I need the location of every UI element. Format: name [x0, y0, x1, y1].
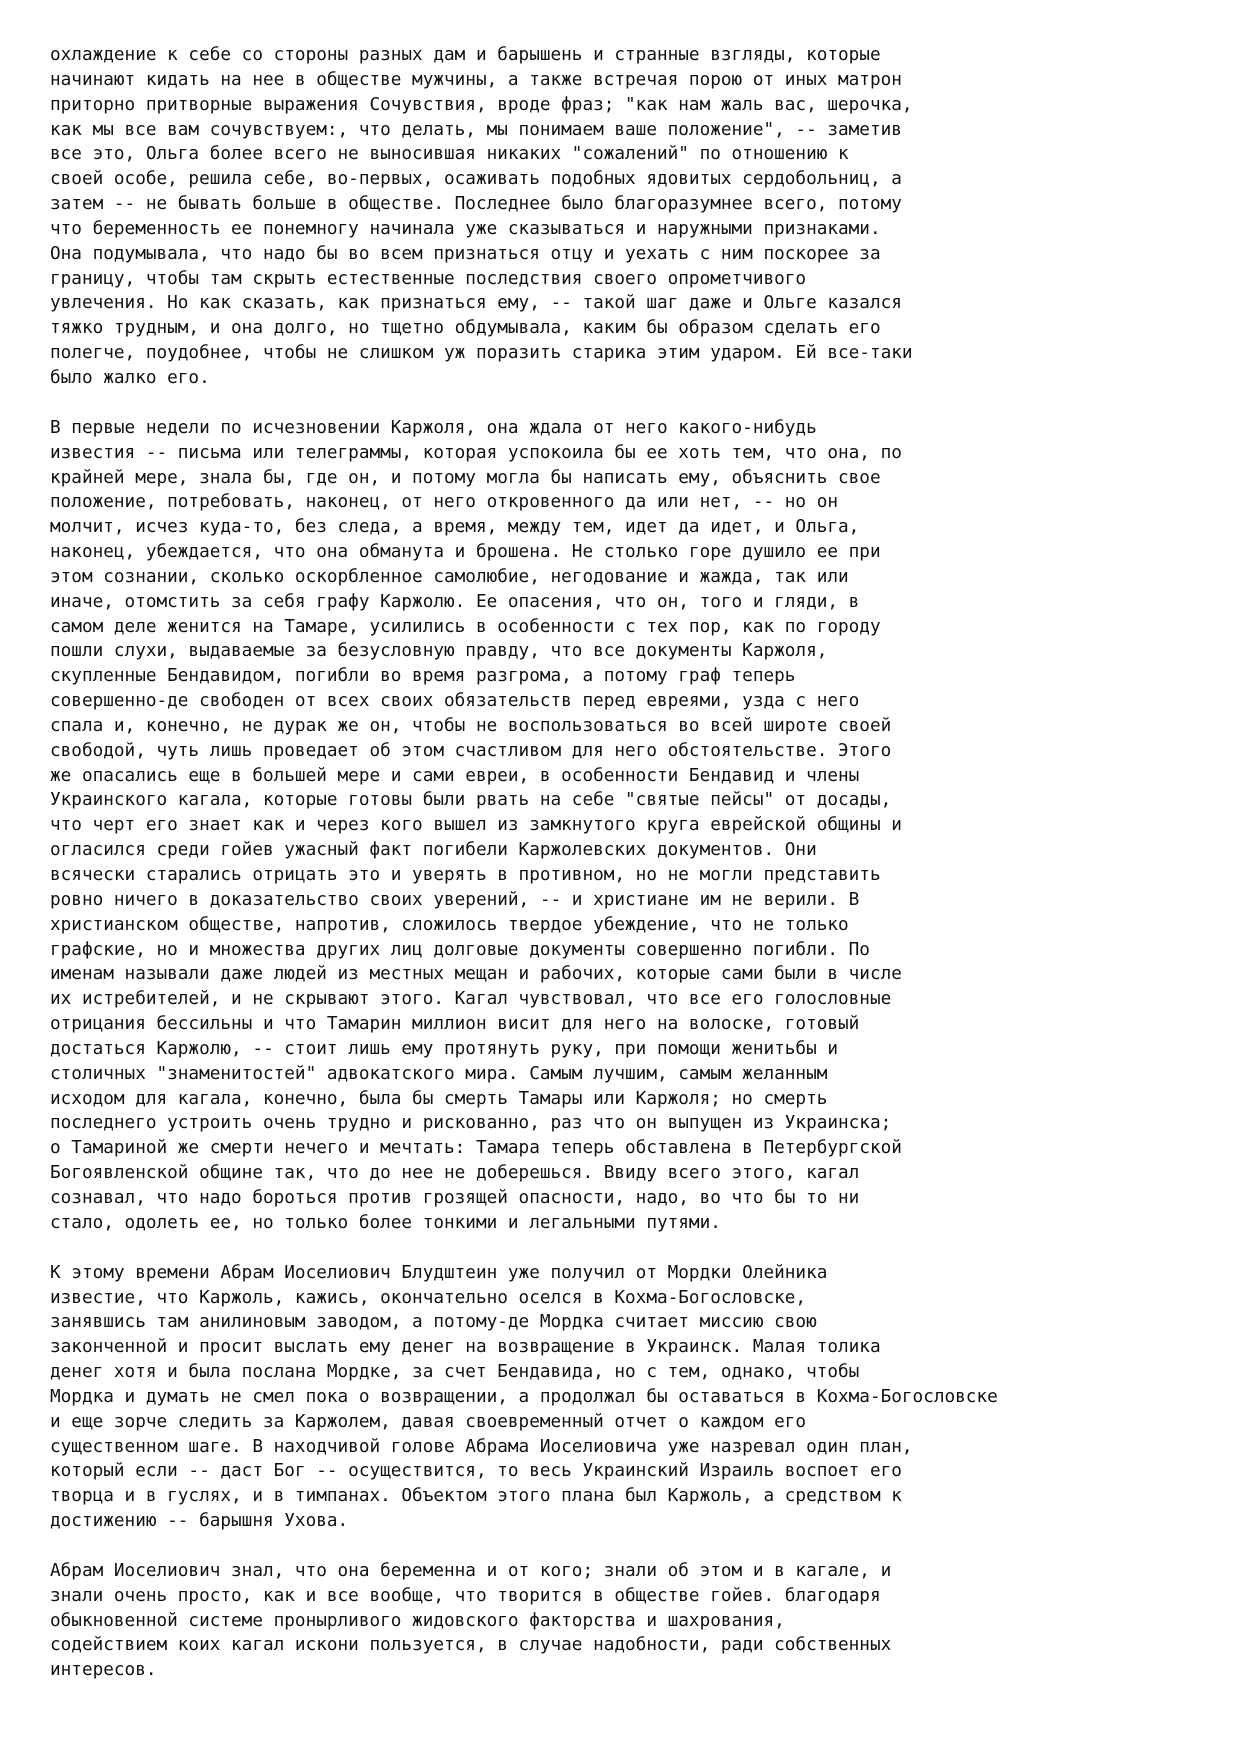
paragraph-4: Абрам Иоселиович знал, что она беременна и от кого; знали об этом и в кагале, и знали очень просто, как и все вообще, что творится в обществе гойев. благодаря обыкновенной системе пронырливого жидовского факторства и шахрования, содействием коих кагал искони пользуется, в случае надобности, ради собственных интересов. [50, 1560, 892, 1681]
paragraph-2: В первые недели по исчезновении Каржоля, она ждала от него какого-нибудь известия -- письма или телеграммы, которая успокоила бы ее хоть тем, что она, по крайней мере, знала бы, где он, и потому могла бы написать ему, объяснить свое положение, потребовать, наконец, от него откровенного да или нет, -- но он молчит, исчез куда-то, без следа, а время, между тем, идет да идет, и Ольга, наконец, убеждается, что она обманута и брошена. Не столько горе душило ее при этом сознании, сколько оскорбленное самолюбие, негодование и жажда, так или иначе, отомстить за себя графу Каржолю. Ее опасения, что он, того и гляди, в самом деле женится на Тамаре, усилились в особенности с тех пор, как по городу пошли слухи, выдаваемые за безусловную правду, что все документы Каржоля, скупленные Бендавидом, погибли во время разгрома, а потому граф теперь совершенно-де свободен от всех своих обязательств перед евреями, узда с него спала и, конечно, не дурак же он, чтобы не воспользоваться во всей широте своей свободой, чуть лишь проведает об этом счастливом для него обстоятельстве. Этого же опасались еще в большей мере и сами евреи, в особенности Бендавид и члены Украинского кагала, которые готовы были рвать на себе "святые пейсы" от досады, что черт его знает как и через кого вышел из замкнутого круга еврейской общины и огласился среди гойев ужасный факт погибели Каржолевских документов. Они всячески старались отрицать это и уверять в противном, но не могли представить ровно ничего в доказательство своих уверений, -- и христиане им не верили. В христианском обществе, напротив, сложилось твердое убеждение, что не только графские, но и множества других лиц долговые документы совершенно погибли. По именам называли даже людей из местных мещан и рабочих, которые сами были в числе их истребителей, и не скрывают этого. Кагал чувствовал, что все его голословные отрицания бессильны и что Тамарин миллион висит для него на волоске, готовый достаться Каржолю, -- стоит лишь ему протянуть руку, при помощи женитьбы и столичных "знаменитостей" адвокатского мира. Самым лучшим, самым желанным исходом для кагала, конечно, была бы смерть Тамары или Каржоля; но смерть последнего устроить очень трудно и рискованно, раз что он выпущен из Украинска; о Тамариной же смерти нечего и мечтать: Тамара теперь обставлена в Петербургской Богоявленской общине так, что до нее не доберешься. Ввиду всего этого, кагал сознавал, что надо бороться против грозящей опасности, надо, во что бы то ни стало, одолеть ее, но только более тонкими и легальными путями. [50, 417, 902, 1233]
paragraph-1: охлаждение к себе со стороны разных дам и барышень и странные взгляды, которые начинают кидать на нее в обществе мужчины, а также встречая порою от иных матрон приторно притворные выражения Сочувствия, вроде фраз; "как нам жаль вас, шерочка, как мы все вам сочувствуем:, что делать, мы понимаем ваше положение", -- заметив все это, Ольга более всего не выносившая никаких "сожалений" по отношению к своей особе, решила себе, во-первых, осаживать подобных ядовитых сердобольниц, а затем -- не бывать больше в обществе. Последнее было благоразумнее всего, потому что беременность ее понемногу начинала уже сказываться и наружными признаками. Она подумывала, что надо бы во всем признаться отцу и уехать с ним поскорее за границу, чтобы там скрыть естественные последствия своего опрометчивого увлечения. Но как сказать, как признаться ему, -- такой шаг даже и Ольге казался тяжко трудным, и она долго, но тщетно обдумывала, каким бы образом сделать его полегче, поудобнее, чтобы не слишком уж поразить старика этим ударом. Ей все-таки было жалко его. [50, 45, 913, 388]
paragraph-3: К этому времени Абрам Иоселиович Блудштеин уже получил от Мордки Олейника известие, что Каржоль, кажись, окончательно оселся в Кохма-Богословске, занявшись там анилиновым заводом, а потому-де Мордка считает миссию свою законченной и просит выслать ему денег на возвращение в Украинск. Малая толика денег хотя и была послана Мордке, за счет Бендавида, но с тем, однако, чтобы Мордка и думать не смел пока о возвращении, а продолжал бы оставаться в Кохма-Богословске и еще зорче следить за Каржолем, давая своевременный отчет о каждом его существенном шаге. В находчивой голове Абрама Иоселиовича уже назревал один план, который если -- даст Бог -- осуществится, то весь Украинский Израиль воспоет его творца и в гуслях, и в тимпанах. Объектом этого плана был Каржоль, а средством к достижению -- барышня Ухова. [50, 1262, 998, 1532]
